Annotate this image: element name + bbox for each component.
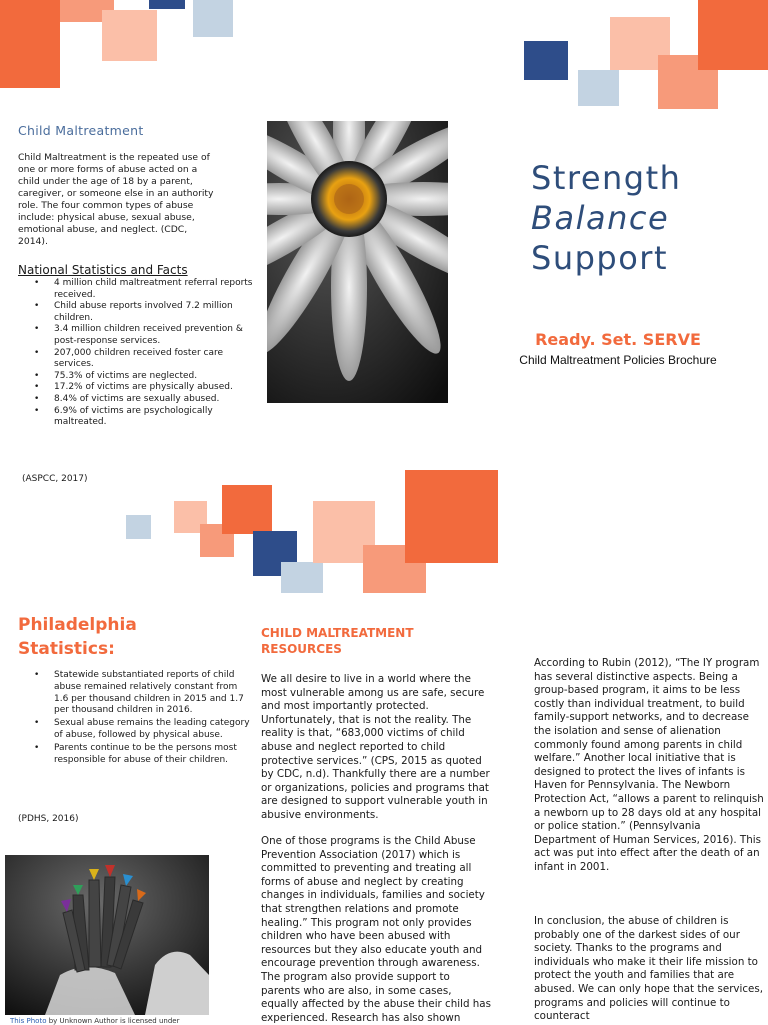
decor-square [0,0,60,88]
list-item: • Parents continue to be the persons most responsible for abuse of their children. [54,743,254,767]
decor-square [126,515,151,539]
decor-square [578,70,619,106]
decor-square [149,0,185,9]
hero-line-strength: Strength [531,159,682,197]
list-item: • Statewide substantiated reports of child abuse remained relatively constant from 1.6 per thousand children in 2015 and 1.7 per thousand children in 2016. [54,670,254,717]
philadelphia-heading: Philadelphia Statistics: [18,615,137,659]
decor-square [222,485,272,534]
list-item: • 8.4% of victims are sexually abused. [54,394,259,406]
conclusion-paragraph: In conclusion, the abuse of children is probably one of the darkest sides of our society. Thanks to the programs and individuals who make it their life mission to protect the youth and families that are abused. We can only hope that the services, programs and policies will continue to counteract [534,915,764,1023]
national-statistics-heading: National Statistics and Facts [18,263,188,277]
hero-title [531,158,681,278]
decor-square [193,0,233,37]
list-item: • Sexual abuse remains the leading category of abuse, followed by physical abuse. [54,718,254,742]
flower-photo [267,121,448,403]
resources-heading: CHILD MALTREATMENT RESOURCES [261,626,414,656]
photo-link[interactable]: This Photo [10,1017,47,1025]
hero-line-balance: Balance [531,199,670,237]
caption-text: by Unknown Author is licensed under [46,1017,180,1025]
rubin-paragraph: According to Rubin (2012), “The IY program has several distinctive aspects. Being a group-based program, it aims to be less costly than individual treatment, to build family-support networks, and to decrease the isolation and sense of alienation commonly found among parents in child welfare.” Another local initiative that is designed to protect the lives of infants is Haven for Pennsylvania. The Newborn Protection Act, “allows a parent to relinquish a newborn up to 28 days old at any hospital or police station.” (Pennsylvania Department of Human Services, 2016). This act was put into effect after the death of an infant in 2001. [534,657,764,873]
hero-line-support: Support [531,239,668,277]
list-item: • 4 million child maltreatment referral reports received. [54,278,259,301]
decor-square [524,41,568,80]
philadelphia-citation: (PDHS, 2016) [18,814,79,824]
child-maltreatment-text: Child Maltreatment is the repeated use of one or more forms of abuse acted on a child under the age of 18 by a parent, caregiver, or someone else in an authority role. The four common types of abuse include: physical abuse, sexual abuse, emotional abuse, and neglect. (CDC, 2014). [18,152,214,247]
national-citation: (ASPCC, 2017) [22,474,88,484]
list-item: • Child abuse reports involved 7.2 million children. [54,301,259,324]
list-item: • 207,000 children received foster care services. [54,348,259,371]
decor-square [698,0,768,70]
decor-square [281,562,323,593]
list-item: • 17.2% of victims are physically abused. [54,382,259,394]
child-maltreatment-heading: Child Maltreatment [18,123,144,138]
list-item: • 75.3% of victims are neglected. [54,371,259,383]
list-item: • 3.4 million children received prevention & post-response services. [54,324,259,347]
resources-paragraph: One of those programs is the Child Abuse Prevention Association (2017) which is committed to preventing and treating all forms of abuse and neglect by creating changes in individuals, families and society that strengthen relations and promote healing.” This program not only provides children who have been abused with resources but they also educate youth and encourage prevention through awareness. The program also provide support to parents who are also, in some cases, equally affected by the abuse their child has experienced. Research has also shown [261,835,491,1024]
national-statistics-list [18,278,259,429]
philadelphia-list [18,670,254,767]
decor-square [405,470,498,563]
resources-paragraph: We all desire to live in a world where the most vulnerable among us are safe, secure and most importantly protected. Unfortunately, that is not the reality. The reality is that, “683,000 victims of child abuse and neglect reported to child protective services.” (CPS, 2015 as quoted by CDC, n.d). Thankfully there are a number or organizations, policies and programs that are designed to support vulnerable youth in abusive environments. [261,673,490,821]
brochure-subtitle: Child Maltreatment Policies Brochure [519,353,717,367]
list-item: • 6.9% of victims are psychologically maltreated. [54,406,259,429]
decor-square [102,10,157,61]
tagline: Ready. Set. SERVE [535,330,701,349]
colored-pencils-photo [5,855,209,1015]
